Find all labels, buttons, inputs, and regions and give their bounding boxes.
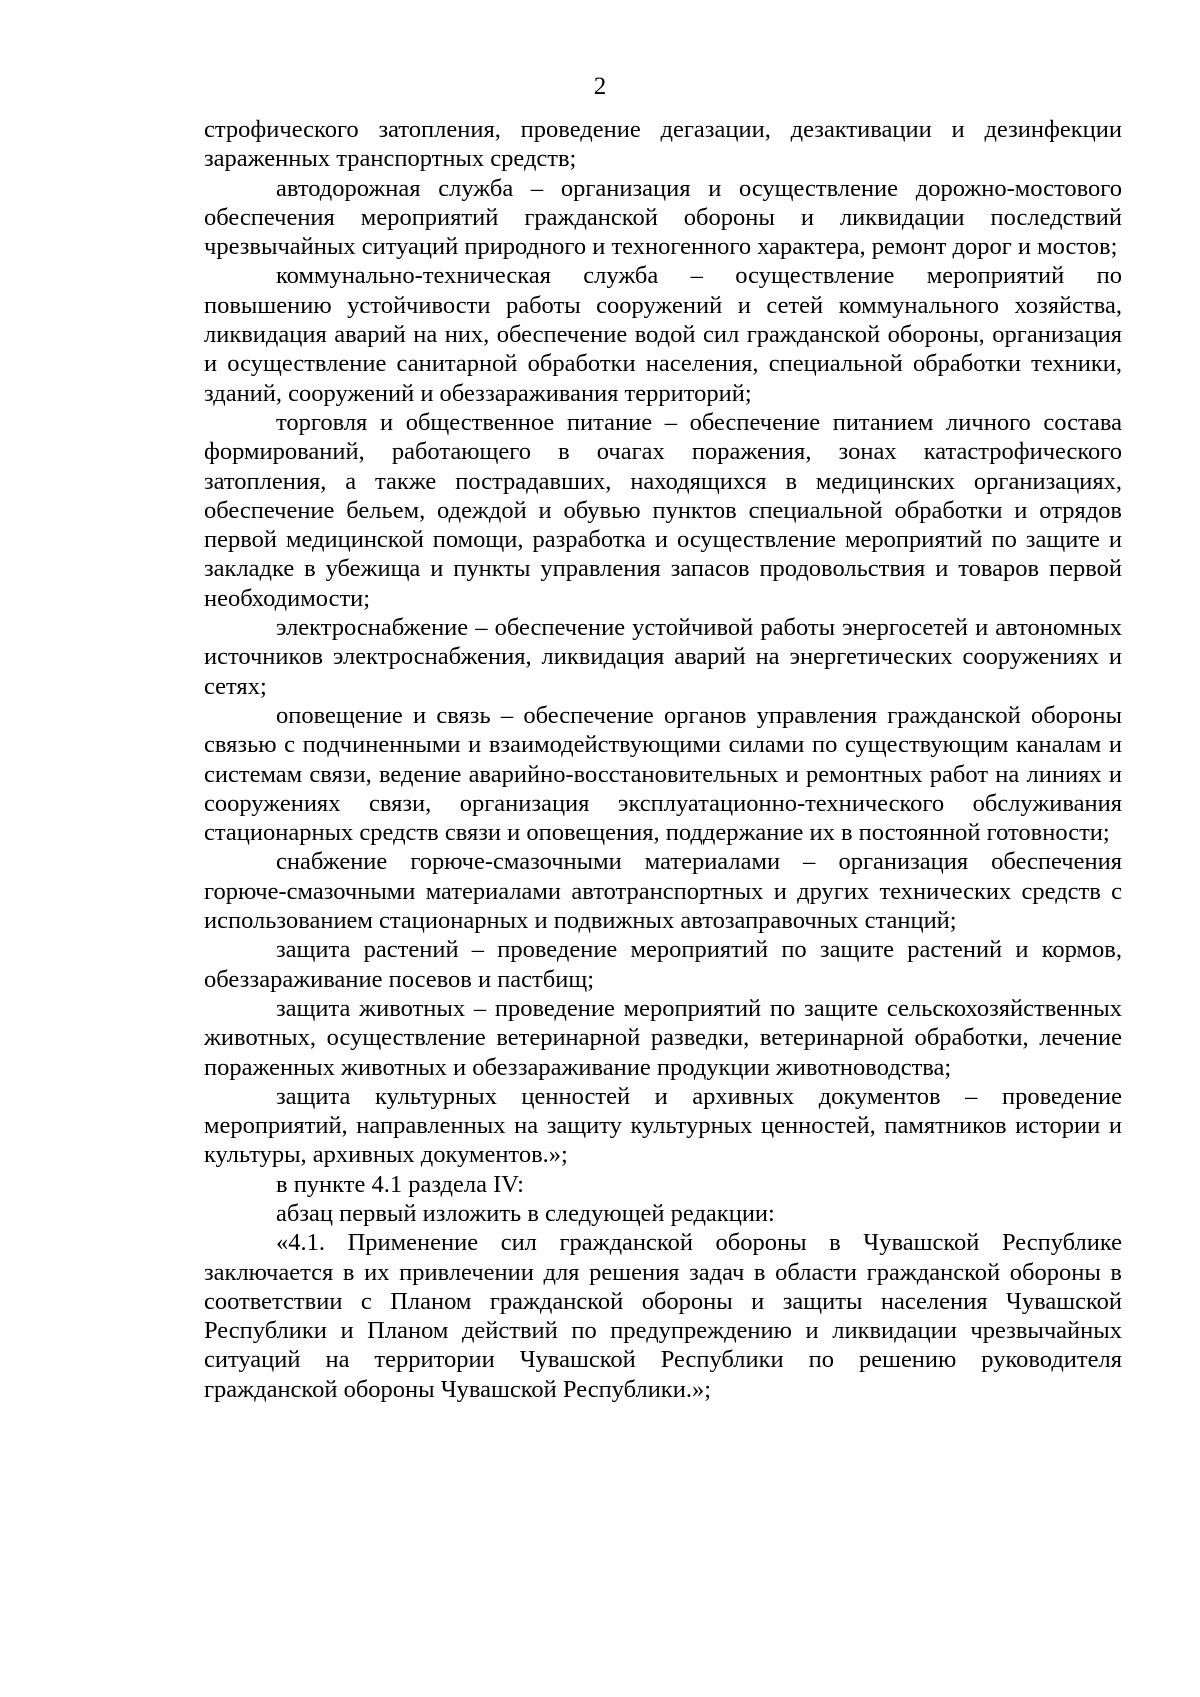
paragraph: электроснабжение – обеспечение устойчивой работы энергосетей и автономных источников электроснабжения, ликвидация аварий на энергетических сооружениях и сетях; (204, 614, 1122, 700)
paragraph: автодорожная служба – организация и осуществление дорожно-мостового обеспечения мероприятий гражданской обороны и ликвидации последствий чрезвычайных ситуаций природного и техногенного характера, ремонт дорог и мостов; (204, 174, 1122, 261)
paragraph: защита культурных ценностей и архивных документов – проведение мероприятий, направленных на защиту культурных ценностей, памятников истории и культуры, архивных документов.»; (204, 1082, 1122, 1169)
paragraph: защита животных – проведение мероприятий по защите сельскохозяйственных животных, осуществление ветеринарной разведки, ветеринарной обработки, лечение пораженных животных и обеззараживание продукции животноводства; (204, 994, 1122, 1081)
paragraph: «4.1. Применение сил гражданской обороны в Чувашской Республике заключается в их привлечении для решения задач в области гражданской обороны в соответствии с Планом гражданской обороны и защиты населения Чувашской Республики и Планом действий по предупреждению и ликвидации чрезвычайных ситуаций на территории Чувашской Республики по решению руководителя гражданской обороны Чувашской Республики.»; (204, 1229, 1122, 1403)
paragraph: торговля и общественное питание – обеспечение питанием личного состава формирований, работающего в очагах поражения, зонах катастрофического затопления, а также пострадавших, находящихся в медицинских организациях, обеспечение бельем, одеждой и обувью пунктов специальной обработки и отрядов первой медицинской помощи, разработка и осуществление мероприятий по защите и закладке в убежища и пункты управления запасов продовольствия и товаров первой необходимости; (204, 408, 1122, 612)
paragraph: защита растений – проведение мероприятий по защите растений и кормов, обеззараживание посевов и пастбищ; (204, 936, 1122, 993)
paragraph: коммунально-техническая служба – осуществление мероприятий по повышению устойчивости работы сооружений и сетей коммунального хозяйства, ликвидация аварий на них, обеспечение водой сил гражданской обороны, организация и осуществление санитарной обработки населения, специальной обработки техники, зданий, сооружений и обеззараживания территорий; (204, 262, 1122, 407)
paragraph: оповещение и связь – обеспечение органов управления гражданской обороны связью с подчиненными и взаимодействующими силами по существующим каналам и системам связи, ведение аварийно-восстановительных и ремонтных работ на линиях и сооружениях связи, организация эксплуатационно-технического обслуживания стационарных средств связи и оповещения, поддержание их в постоянной готовности; (204, 701, 1122, 847)
page-number: 2 (593, 73, 607, 100)
document-body (204, 115, 1122, 1404)
paragraph: снабжение горюче-смазочными материалами – организация обеспечения горюче-смазочными материалами автотранспортных и других технических средств с использованием стационарных и подвижных автозаправочных станций; (204, 848, 1122, 935)
paragraph: строфического затопления, проведение дегазации, дезактивации и дезинфекции зараженных транспортных средств; (204, 116, 1122, 173)
paragraph: в пункте 4.1 раздела IV: (276, 1170, 524, 1198)
paragraph: абзац первый изложить в следующей редакции: (276, 1199, 775, 1227)
